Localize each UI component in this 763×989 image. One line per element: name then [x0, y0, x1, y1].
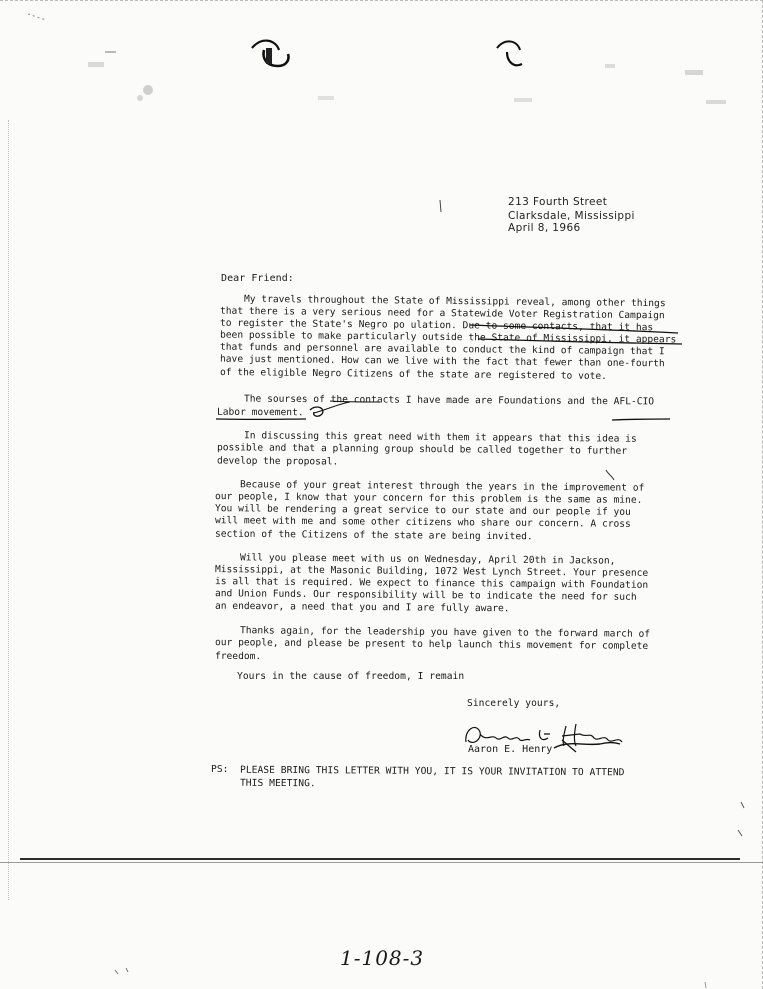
paragraph-line: is all that is required. We expect to finance this campaign with Foundation — [214, 576, 649, 591]
valediction: Sincerely yours, — [467, 698, 561, 709]
paragraph-line: develop the proposal. — [216, 455, 339, 468]
paragraph-line: and Union Funds. Our responsibility will be to indicate the need for such — [214, 588, 637, 603]
paragraph-line: an endeavor, a need that you and I are fully aware. — [214, 600, 510, 615]
address-street: 213 Fourth Street — [508, 196, 608, 208]
paragraph-line: have just mentioned. How can we live with the fact that fewer than one-fourth — [219, 353, 665, 370]
paragraph-line: Mississippi, at the Masonic Building, 1072 West Lynch Street. Your presence — [214, 564, 649, 579]
paragraph-line: our people, I know that your concern for this problem is the same as mine. — [214, 491, 643, 506]
postscript-label: PS: — [211, 764, 229, 775]
paragraph-line: that funds and personnel are available to conduct the kind of campaign that I — [219, 341, 665, 358]
paragraph-line: The sourses of the contacts I have made are Foundations and the AFL-CIO — [243, 393, 655, 408]
postscript-line: PLEASE BRING THIS LETTER WITH YOU, IT IS YOUR INVITATION TO ATTEND — [239, 764, 625, 779]
paragraph-line: freedom. — [214, 650, 262, 663]
paragraph-line: been possible to make particularly outside the State of Mississippi, it appears — [219, 329, 677, 346]
paragraph-line: of the eligible Negro Citizens of the state are registered to vote. — [219, 366, 608, 383]
paragraph-line: section of the Citizens of the state are being invited. — [214, 528, 533, 543]
paragraph-line: Thanks again, for the leadership you have given to the forward march of — [239, 625, 651, 640]
salutation: Dear Friend: — [221, 273, 294, 284]
paragraph-line: My travels throughout the State of Mississippi reveal, among other things — [243, 293, 666, 310]
paragraph-line: Because of your great interest through the years in the improvement of — [239, 479, 645, 494]
paragraph-line: Will you please meet with us on Wednesday, April 20th in Jackson, — [239, 552, 616, 567]
closing-line: Yours in the cause of freedom, I remain — [237, 671, 465, 682]
signer-name: Aaron E. Henry — [468, 744, 553, 755]
address-city: Clarksdale, Mississippi — [508, 210, 635, 222]
postscript-line: THIS MEETING. — [239, 777, 316, 790]
paragraph-line: possible and that a planning group should be called together to further — [216, 442, 628, 457]
paragraph-line: Labor movement. — [216, 406, 304, 419]
paragraph-line: In discussing this great need with them it appears that this idea is — [243, 430, 637, 445]
page-number: 1-108-3 — [340, 946, 425, 970]
paragraph-line: will meet with me and some other citizens who share our concern. A cross — [214, 515, 631, 530]
paragraph-line: You will be rendering a great service to our state and our people if you — [214, 503, 631, 518]
paragraph-line: that there is a very serious need for a Statewide Voter Registration Campaign — [219, 305, 665, 322]
paragraph-line: to register the State's Negro po ulation. Due to some contacts, that it has — [219, 317, 654, 334]
letter-date: April 8, 1966 — [508, 222, 581, 234]
paragraph-line: our people, and please be present to help launch this movement for complete — [214, 637, 649, 652]
